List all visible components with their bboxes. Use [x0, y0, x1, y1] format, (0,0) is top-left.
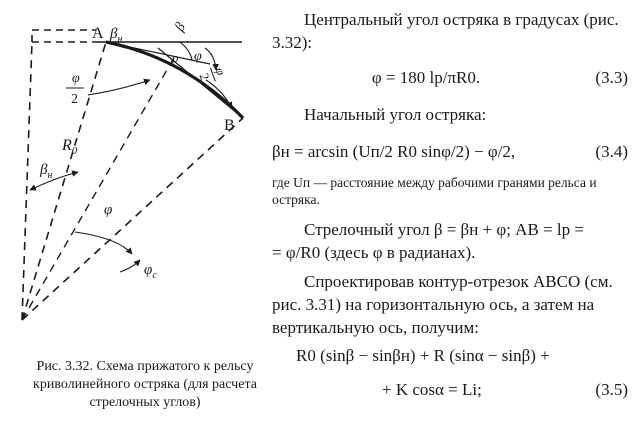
svg-text:φ: φ: [72, 71, 80, 86]
phi-arc-top: [205, 48, 216, 70]
beta-arc: [180, 42, 192, 60]
top-dashed-bracket: [32, 30, 96, 42]
equation-3-4-body: βн = arcsin (Uп/2 R0 sinφ/2) − φ/2,: [272, 142, 516, 161]
equation-3-3-number: (3.3): [595, 68, 628, 87]
label-b: B: [224, 117, 235, 134]
beta-h-arc: [30, 172, 78, 190]
label-beta-h-top: $\beta_н$: [110, 26, 123, 45]
phi-arc: [75, 232, 132, 254]
paragraph-projection: Спроектировав контур-отрезок ABCO (см. рис. 3.31) на горизонтальную ось, а затем на вертикальную ось, получим:: [272, 272, 613, 337]
equation-3-5-body-2: + K cosα = Li;: [382, 380, 482, 399]
radius-to-b: [22, 118, 243, 320]
label-phi-low: φ: [104, 202, 113, 218]
label-beta-top: β: [172, 20, 189, 34]
figure-caption: Рис. 3.32. Схема прижатого к рельсу криволинейного остряка (для расчета стрелочных углов): [33, 359, 257, 410]
radius-vertical: [22, 42, 32, 320]
paragraph-switch-angle-b: = φ/R0 (здесь φ в радианах).: [272, 243, 476, 262]
paragraph-central-angle: Центральный угол остряка в градусах (рис. 3.32):: [272, 10, 619, 52]
label-phi-c: $\varphi_c$: [144, 262, 157, 281]
svg-text:2: 2: [71, 92, 78, 107]
label-beta-h-low: $\beta_н$: [40, 162, 53, 181]
label-a: A: [92, 25, 104, 42]
paragraph-where-up: где Uп — расстояние между рабочими гранями рельса и остряка.: [272, 175, 597, 207]
radius-to-a: [22, 42, 106, 320]
equation-3-3-body: φ = 180 lp/πR0.: [371, 68, 481, 87]
label-phi-half: [66, 71, 84, 107]
paragraph-initial-angle: Начальный угол остряка:: [304, 105, 487, 124]
label-p: p: [172, 50, 179, 65]
phi-c-arc: [120, 260, 140, 272]
equation-3-5-body-1: R0 (sinβ − sinβн) + R (sinα − sinβ) +: [296, 346, 550, 365]
figure-3-32: [0, 0, 290, 350]
label-r0: $R_0$: [62, 137, 78, 157]
svg-text:2: 2: [196, 71, 213, 83]
svg-text:φ: φ: [212, 65, 229, 78]
phi-half-arc: [88, 80, 150, 95]
label-phi-top: φ: [194, 49, 202, 64]
paragraph-switch-angle-a: Стрелочный угол β = βн + φ; AB = lp =: [304, 220, 584, 239]
equation-3-5-number: (3.5): [595, 380, 628, 399]
equation-3-4-number: (3.4): [595, 142, 628, 161]
